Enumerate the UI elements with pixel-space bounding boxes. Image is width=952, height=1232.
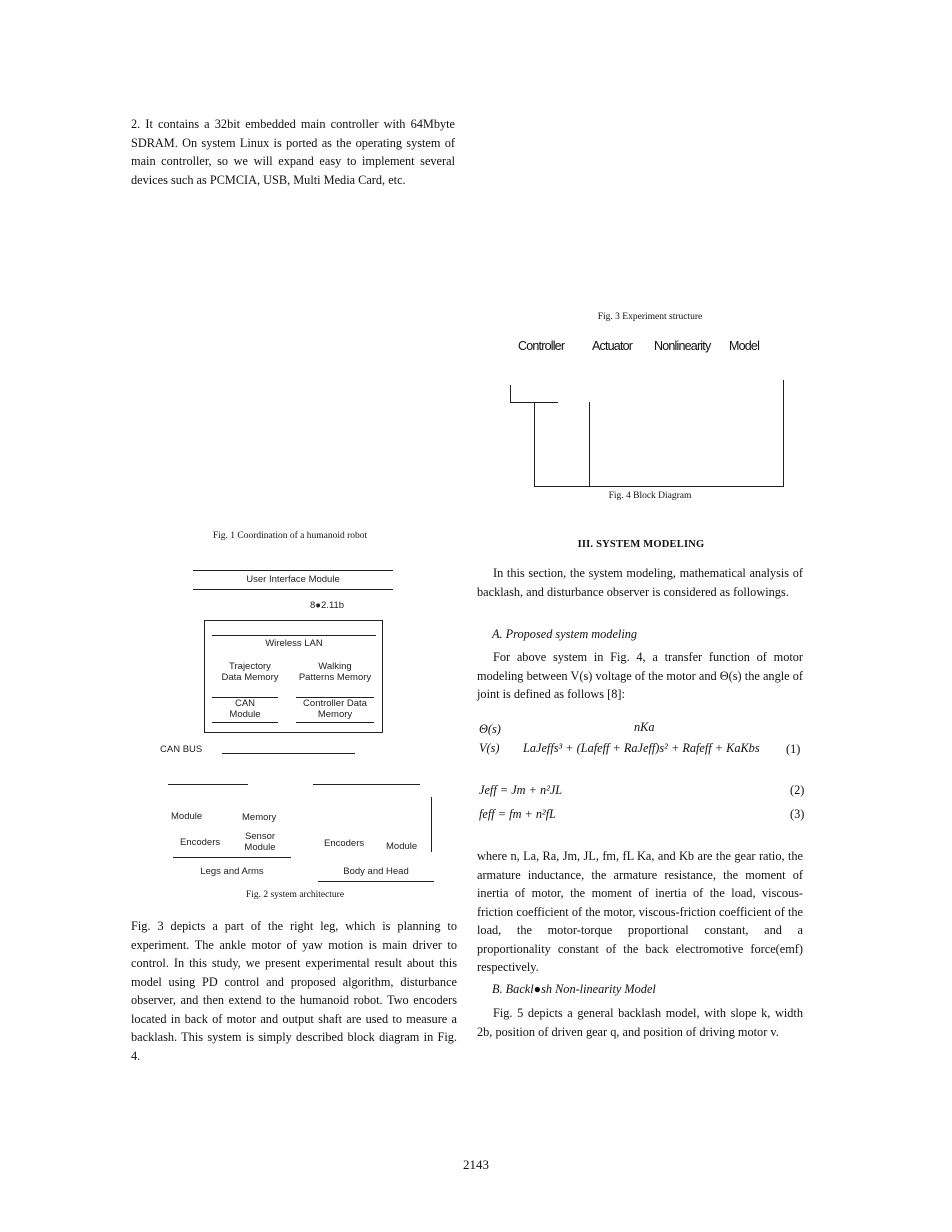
controller-label: Controller bbox=[518, 339, 565, 353]
eq1-lhs-numerator: Θ(s) bbox=[479, 722, 501, 736]
can-bus-label: CAN BUS bbox=[160, 744, 203, 755]
section-intro: In this section, the system modeling, mathematical analysis of backlash, and disturbance observer is considered as followings. bbox=[477, 566, 803, 599]
wifi-standard-label: 8●2.11b bbox=[310, 600, 345, 611]
page-number: 2143 bbox=[463, 1157, 489, 1172]
fig1-caption: Fig. 1 Coordination of a humanoid robot bbox=[212, 531, 368, 541]
subsection-b-heading: B. Backl●sh Non-linearity Model bbox=[492, 982, 656, 996]
controller-data-memory-label: Controller Data Memory bbox=[303, 698, 367, 720]
nonlinearity-label: Nonlinearity bbox=[654, 339, 711, 353]
user-interface-module-label: User Interface Module bbox=[246, 574, 340, 585]
eq1-number: (1) bbox=[786, 742, 801, 756]
walking-patterns-memory-label: Walking Patterns Memory bbox=[298, 661, 372, 683]
fig2-diagram bbox=[160, 565, 450, 895]
eq2-number: (2) bbox=[790, 783, 805, 797]
para-where: where n, La, Ra, Jm, JL, fm, fL Ka, and Kb are the gear ratio, the armature inductance, the armature resistance, the moment of inertia of motor, the moment of inertia of the load, viscous-friction coefficient of the motor, viscous-friction coefficient of the load, the motor-torque proportional constant, and a proportionality constant of the back electromotive force(emf) respectively. bbox=[477, 849, 803, 974]
memory-label: Memory bbox=[242, 812, 277, 823]
encoders-right-label: Encoders bbox=[324, 838, 365, 849]
trajectory-data-memory-label: Trajectory Data Memory bbox=[221, 661, 279, 683]
fig3-caption: Fig. 3 Experiment structure bbox=[597, 312, 703, 322]
subsection-a-heading: A. Proposed system modeling bbox=[492, 627, 638, 641]
para-b: Fig. 5 depicts a general backlash model, with slope k, width 2b, position of driven gear q, and position of driving motor v. bbox=[477, 1006, 803, 1039]
fig2-caption: Fig. 2 system architecture bbox=[245, 890, 345, 900]
sensor-module-label: Sensor Module bbox=[244, 831, 276, 853]
fig3-paragraph: Fig. 3 depicts a part of the right leg, which is planning to experiment. The ankle motor of yaw motion is main driver to control. In this study, we present experimental result about this model using PD control and proposed algorithm, disturbance observer, and then extend to the humanoid robot. Two encoders located in back of motor and output shaft are used to measure a backlash. This system is simply described block diagram in Fig. 4. bbox=[131, 919, 457, 1063]
intro-paragraph: 2. It contains a 32bit embedded main controller with 64Mbyte SDRAM. On system Linux is ported as the operating system of main controller, so we will expand easy to implement several devices such as PCMCIA, USB, Multi Media Card, etc. bbox=[131, 117, 455, 187]
eq1-rhs-numerator: nKa bbox=[634, 720, 655, 734]
fig4-diagram bbox=[505, 335, 795, 495]
eq3: feff = fm + n²fL bbox=[479, 807, 556, 821]
model-label: Model bbox=[729, 339, 760, 353]
section-heading: III. SYSTEM MODELING bbox=[577, 539, 705, 550]
body-and-head-label: Body and Head bbox=[343, 866, 409, 877]
wireless-lan-label: Wireless LAN bbox=[265, 638, 323, 649]
module-right-label: Module bbox=[386, 841, 418, 852]
eq1-rhs-denominator: LaJeffs³ + (Lafeff + RaJeff)s² + Rafeff + KaKbs bbox=[523, 741, 760, 755]
eq1-lhs-denominator: V(s) bbox=[479, 741, 500, 755]
actuator-label: Actuator bbox=[592, 339, 633, 353]
module-label: Module bbox=[171, 811, 203, 822]
fig4-caption: Fig. 4 Block Diagram bbox=[608, 491, 692, 501]
encoders-left-label: Encoders bbox=[180, 837, 221, 848]
legs-and-arms-label: Legs and Arms bbox=[200, 866, 264, 877]
eq3-number: (3) bbox=[790, 807, 805, 821]
can-module-label: CAN Module bbox=[229, 698, 261, 720]
eq2: Jeff = Jm + n²JL bbox=[479, 783, 563, 797]
para-a: For above system in Fig. 4, a transfer function of motor modeling between V(s) voltage of the motor and Θ(s) the angle of joint is defined as follows [8]: bbox=[477, 650, 803, 701]
